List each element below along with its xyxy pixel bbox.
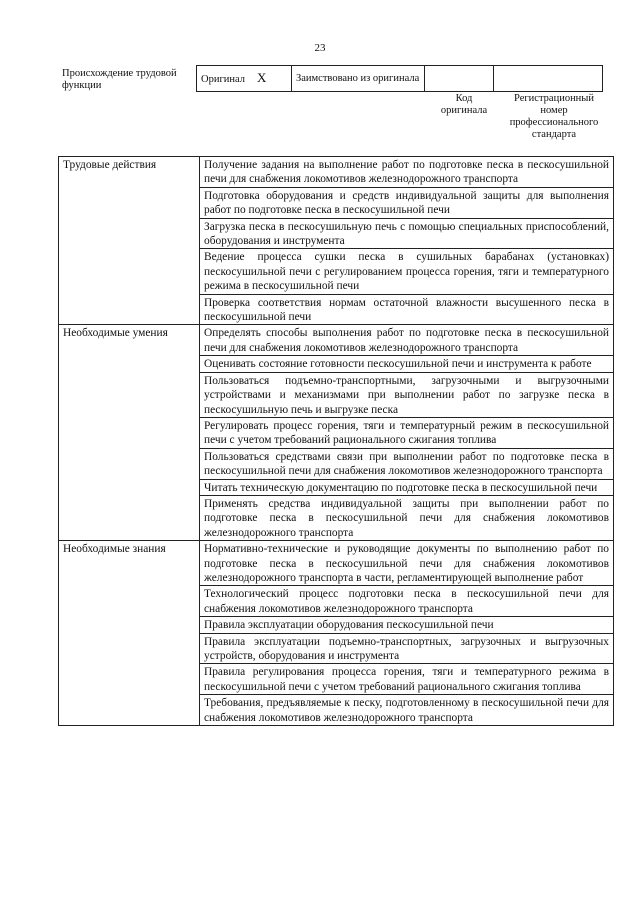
- section-item: Загрузка песка в пескосушильную печь с помощью специальных приспособлений, оборудования и инструмента: [200, 218, 614, 249]
- borrowed-label: Заимствовано из оригинала: [292, 66, 425, 92]
- section-item: Оценивать состояние готовности пескосушильной печи и инструмента к работе: [200, 356, 614, 372]
- origin-table: [196, 65, 603, 92]
- page-number: 23: [314, 42, 326, 54]
- section-item: Нормативно-технические и руководящие документы по выполнению работ по подготовке песка в пескосушильной печи для снабжения локомотивов железнодорожного транспорта в части, регламентирующей выполнение работ: [200, 541, 614, 586]
- section-title: Необходимые умения: [59, 325, 200, 541]
- functions-table-body: [59, 157, 614, 726]
- section-item: Пользоваться подъемно-транспортными, загрузочными и выгрузочными устройствами и механизмами при выполнении работ по загрузке песка в пескосушильную печь и выгрузке песка: [200, 372, 614, 417]
- table-row: [59, 541, 614, 586]
- section-item: Пользоваться средствами связи при выполнении работ по подготовке песка в пескосушильной печи для снабжения локомотивов железнодорожного транспорта: [200, 448, 614, 479]
- section-item: Читать техническую документацию по подготовке песка в пескосушильной печи: [200, 479, 614, 495]
- section-item: Регулировать процесс горения, тяги и температурный режим в пескосушильной печи с учетом требований рационального сжигания топлива: [200, 417, 614, 448]
- table-row: [59, 325, 614, 356]
- reg-number-cell: [494, 66, 603, 92]
- code-caption: Код оригинала: [440, 93, 488, 116]
- section-item: Ведение процесса сушки песка в сушильных барабанах (установках) пескосушильной печи с регулированием процесса горения, тяги и температурного режима в пескосушильной печи: [200, 249, 614, 294]
- original-mark: X: [257, 70, 267, 85]
- code-cell: [425, 66, 494, 92]
- section-item: Определять способы выполнения работ по подготовке песка в пескосушильной печи для снабжения локомотивов железнодорожного транспорта: [200, 325, 614, 356]
- section-item: Подготовка оборудования и средств индивидуальной защиты для выполнения работ по подготовке песка в пескосушильной печи: [200, 187, 614, 218]
- section-item: Получение задания на выполнение работ по подготовке песка в пескосушильной печи для снабжения локомотивов железнодорожного транспорта: [200, 157, 614, 188]
- section-title: Необходимые знания: [59, 541, 200, 726]
- original-label: Оригинал: [201, 74, 245, 85]
- section-item: Правила эксплуатации оборудования пескосушильной печи: [200, 617, 614, 633]
- section-title: Трудовые действия: [59, 157, 200, 325]
- origin-label: Происхождение трудовой функции: [62, 68, 177, 91]
- section-item: Проверка соответствия нормам остаточной влажности высушенного песка в пескосушильной печи: [200, 294, 614, 325]
- original-cell: [197, 66, 292, 92]
- section-item: Правила эксплуатации подъемно-транспортных, загрузочных и выгрузочных устройств, оборудования и инструмента: [200, 633, 614, 664]
- section-item: Технологический процесс подготовки песка в пескосушильной печи для снабжения локомотивов железнодорожного транспорта: [200, 586, 614, 617]
- section-item: Применять средства индивидуальной защиты при выполнении работ по подготовке песка в пескосушильной печи для снабжения локомотивов железнодорожного транспорта: [200, 495, 614, 540]
- section-item: Требования, предъявляемые к песку, подготовленному в пескосушильной печи для снабжения локомотивов железнодорожного транспорта: [200, 695, 614, 726]
- reg-number-caption: Регистрационный номер профессионального стандарта: [509, 93, 599, 140]
- table-row: [59, 157, 614, 188]
- section-item: Правила регулирования процесса горения, тяги и температурного режима в пескосушильной печи с учетом требований рационального сжигания топлива: [200, 664, 614, 695]
- functions-table: [58, 156, 614, 726]
